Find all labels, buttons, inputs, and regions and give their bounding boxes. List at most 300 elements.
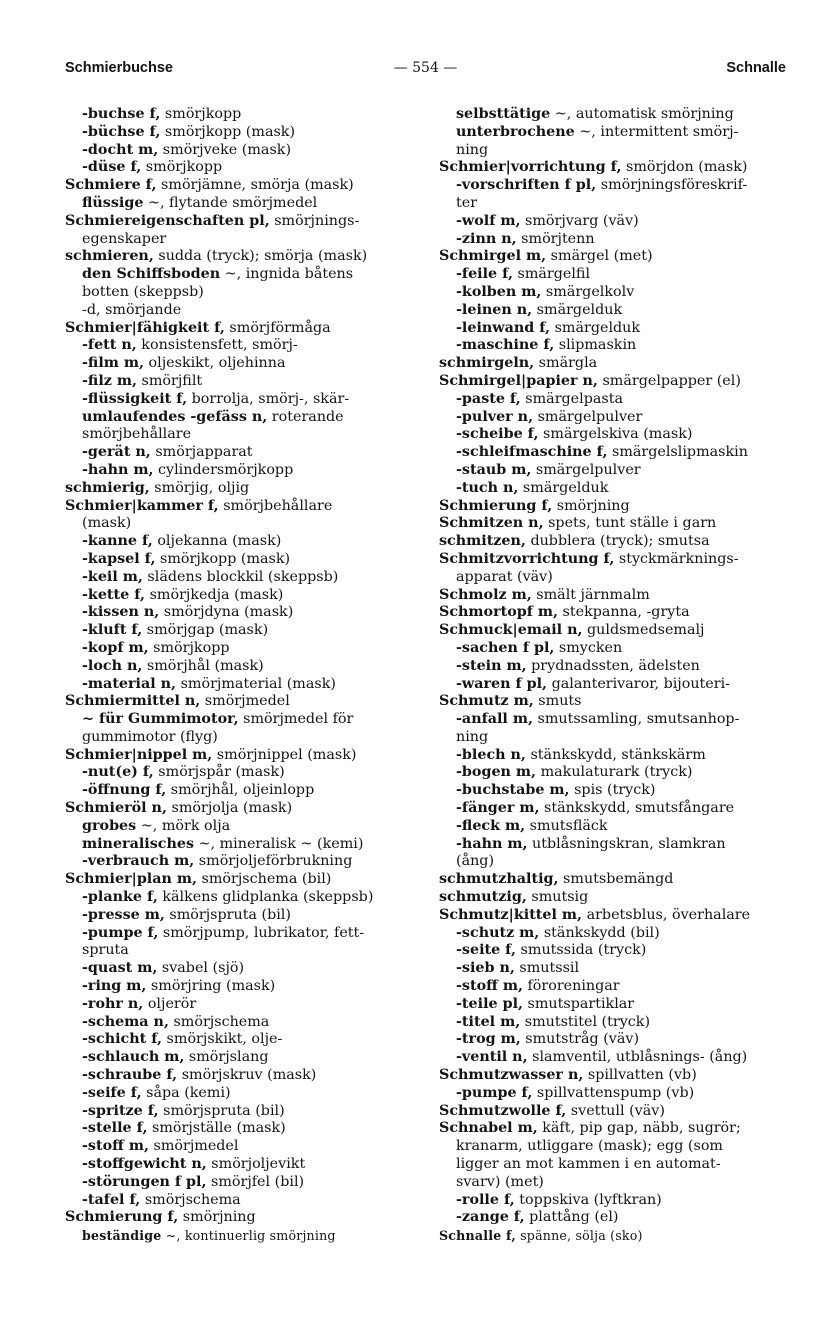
entry-translation: utblåsningskran, slamkran	[527, 835, 726, 852]
entry-line	[65, 248, 415, 266]
sub-entry-line	[65, 1227, 415, 1245]
entry-line	[439, 1103, 789, 1121]
entry-translation: slädens blockkil (skeppsb)	[142, 568, 339, 585]
entry-headword: flüssige	[82, 194, 144, 211]
sub-entry-line	[439, 836, 789, 854]
entry-line	[65, 213, 415, 231]
entry-headword: -anfall m,	[456, 711, 533, 728]
entry-translation: stekpanna, -gryta	[558, 604, 690, 621]
entry-translation: smärgelskiva (mask)	[538, 426, 693, 443]
entry-translation: spruta	[82, 942, 129, 959]
sub-entry-line	[439, 195, 789, 213]
entry-translation: smärgel (met)	[546, 248, 653, 265]
entry-headword: -seite f,	[456, 942, 517, 959]
entry-headword: -docht m,	[82, 141, 159, 158]
sub-entry-line	[65, 391, 415, 409]
sub-entry-line	[65, 284, 415, 302]
entry-headword: Schmierung f,	[439, 497, 553, 514]
entry-headword: -staub m,	[456, 461, 532, 478]
entry-headword: -rolle f,	[456, 1191, 515, 1208]
entry-translation: smörjdyna (mask)	[159, 604, 294, 621]
sub-entry-line	[439, 676, 789, 694]
entry-headword: Schnabel m,	[439, 1120, 538, 1137]
entry-translation: ~, kontinuerlig smörjning	[161, 1228, 336, 1244]
sub-entry-line	[439, 142, 789, 160]
entry-line	[439, 533, 789, 551]
entry-headword: -scheibe f,	[456, 426, 539, 443]
sub-entry-line	[65, 302, 415, 320]
entry-translation: oljerör	[143, 995, 197, 1012]
entry-translation: cylindersmörjkopp	[153, 461, 294, 478]
entry-headword: -film m,	[82, 355, 144, 372]
entry-translation: oljekanna (mask)	[152, 533, 282, 550]
entry-headword: schmirgeln,	[439, 355, 535, 372]
entry-headword: -buchse f,	[82, 106, 161, 122]
entry-line	[65, 871, 415, 889]
entry-headword: ~ für Gummimotor,	[82, 711, 239, 728]
entry-headword: Schmolz m,	[439, 586, 532, 603]
entry-translation: makulaturark (tryck)	[536, 764, 693, 781]
sub-entry-line	[65, 551, 415, 569]
entry-line	[65, 747, 415, 765]
sub-entry-line	[439, 1138, 789, 1156]
entry-headword: unterbrochene	[456, 123, 575, 140]
entry-translation: ter	[456, 194, 478, 211]
sub-entry-line	[65, 942, 415, 960]
entry-translation: svettull (väv)	[566, 1102, 665, 1119]
entry-headword: -titel m,	[456, 1013, 521, 1030]
entry-translation: smutssamling, smutsanhop-	[532, 711, 740, 728]
entry-headword: -feile f,	[456, 266, 513, 283]
entry-line	[439, 622, 789, 640]
sub-entry-line	[439, 106, 789, 124]
sub-entry-line	[65, 1067, 415, 1085]
entry-translation: smycken	[554, 639, 623, 656]
entry-headword: -schicht f,	[82, 1031, 163, 1048]
entry-translation: ~, flytande smörjmedel	[143, 194, 318, 211]
sub-entry-line	[65, 409, 415, 427]
entry-translation: smörjmaterial (mask)	[176, 675, 336, 692]
entry-line	[439, 515, 789, 533]
entry-translation: smörjschema (bil)	[196, 871, 332, 888]
entry-line	[439, 889, 789, 907]
entry-translation: smörjhål (mask)	[142, 657, 264, 674]
entry-headword: Schmirgel|papier n,	[439, 372, 598, 389]
entry-translation: ~, intermittent smörj-	[574, 123, 739, 140]
entry-headword: -waren f pl,	[456, 675, 548, 692]
sub-entry-line	[439, 942, 789, 960]
entry-translation: borrolja, smörj-, skär-	[187, 390, 350, 407]
entry-line	[65, 320, 415, 338]
entry-line	[65, 1209, 415, 1227]
header-last-entry: Schnalle	[726, 60, 786, 76]
entry-headword: -material n,	[82, 675, 177, 692]
entry-translation: ning	[456, 141, 489, 158]
sub-entry-line	[65, 426, 415, 444]
sub-entry-line	[439, 853, 789, 871]
entry-headword: -keil m,	[82, 568, 143, 585]
entry-headword: Schmier|vorrichtung f,	[439, 159, 622, 176]
sub-entry-line	[65, 711, 415, 729]
entry-headword: Schmieröl n,	[65, 800, 167, 817]
entry-headword: -seife f,	[82, 1084, 142, 1101]
sub-entry-line	[439, 124, 789, 142]
sub-entry-line	[65, 444, 415, 462]
entry-translation: smörjkopp	[160, 106, 242, 122]
entry-translation: guldsmedsemalj	[582, 622, 705, 639]
sub-entry-line	[65, 533, 415, 551]
entry-headword: -flüssigkeit f,	[82, 390, 188, 407]
sub-entry-line	[439, 782, 789, 800]
sub-entry-line	[439, 480, 789, 498]
entry-translation: smutsbemängd	[558, 871, 674, 888]
entry-translation: smörjning	[178, 1209, 256, 1226]
sub-entry-line	[439, 177, 789, 195]
entry-translation: smärgla	[534, 355, 598, 372]
entry-line	[439, 907, 789, 925]
entry-headword: schmieren,	[65, 248, 154, 265]
entry-translation: smörjschema	[140, 1191, 241, 1208]
entry-headword: Schmutz m,	[439, 693, 534, 710]
entry-translation: botten (skeppsb)	[82, 283, 204, 300]
entry-headword: -nut(e) f,	[82, 764, 154, 781]
entry-headword: schmitzen,	[439, 533, 526, 550]
entry-translation: svabel (sjö)	[157, 960, 245, 977]
entry-line	[65, 800, 415, 818]
sub-entry-line	[65, 729, 415, 747]
entry-headword: -quast m,	[82, 960, 158, 977]
entry-headword: -pumpe f,	[82, 924, 159, 941]
sub-entry-line	[439, 1192, 789, 1210]
sub-entry-line	[65, 266, 415, 284]
entry-translation: smörjslang	[184, 1049, 269, 1066]
entry-translation: smörjkopp	[148, 639, 230, 656]
entry-headword: den Schiffsboden	[82, 266, 221, 283]
sub-entry-line	[65, 1120, 415, 1138]
sub-entry-line	[65, 195, 415, 213]
sub-entry-line	[439, 996, 789, 1014]
entry-translation: smutsig	[526, 889, 589, 906]
entry-translation: smörjgap (mask)	[142, 622, 269, 639]
entry-headword: Schmutzwasser n,	[439, 1067, 584, 1084]
sub-entry-line	[65, 515, 415, 533]
entry-translation: smärgelpasta	[520, 390, 623, 407]
entry-translation: smörjkedja (mask)	[145, 586, 284, 603]
entry-translation: smörjning	[552, 497, 630, 514]
entry-headword: -spritze f,	[82, 1102, 159, 1119]
entry-translation: smärgelpulver	[533, 408, 643, 425]
sub-entry-line	[65, 604, 415, 622]
sub-entry-line	[439, 302, 789, 320]
entry-headword: Schmirgel m,	[439, 248, 547, 265]
entry-headword: Schmitzvorrichtung f,	[439, 550, 615, 567]
entry-translation: (ång)	[456, 853, 495, 870]
entry-headword: Schmortopf m,	[439, 604, 558, 621]
entry-translation: sudda (tryck); smörja (mask)	[153, 248, 368, 265]
entry-headword: -fänger m,	[456, 800, 540, 817]
entry-translation: stänkskydd, stänkskärm	[525, 746, 706, 763]
entry-translation: föroreningar	[522, 978, 620, 995]
entry-translation: smörjolja (mask)	[166, 800, 293, 817]
entry-line	[439, 604, 789, 622]
entry-headword: Schmiereigenschaften pl,	[65, 212, 270, 229]
entry-headword: -ring m,	[82, 978, 147, 995]
entry-headword: schmierig,	[65, 479, 150, 496]
entry-line	[439, 587, 789, 605]
entry-translation: ~, ingnida båtens	[220, 266, 354, 283]
entry-translation: smörjspruta (bil)	[158, 1102, 285, 1119]
entry-translation: smutstråg (väv)	[520, 1031, 640, 1048]
sub-entry-line	[439, 1156, 789, 1174]
entry-translation: smärgelfil	[512, 266, 591, 283]
entry-headword: -störungen f pl,	[82, 1173, 207, 1190]
entry-headword: Schmuck|email n,	[439, 622, 583, 639]
sub-entry-line	[65, 996, 415, 1014]
entry-line	[439, 373, 789, 391]
entry-translation: smärgelslipmaskin	[607, 444, 748, 461]
entry-line	[439, 248, 789, 266]
sub-entry-line	[65, 925, 415, 943]
entry-headword: -gerät n,	[82, 444, 151, 461]
entry-translation: smuts	[533, 693, 582, 710]
sub-entry-line	[439, 213, 789, 231]
entry-line	[439, 159, 789, 177]
entry-headword: -blech n,	[456, 746, 526, 763]
entry-line	[439, 1120, 789, 1138]
page-number: — 554 —	[393, 60, 458, 76]
sub-entry-line	[65, 764, 415, 782]
sub-entry-line	[65, 640, 415, 658]
entry-translation: käft, pip gap, näbb, sugrör;	[537, 1120, 741, 1137]
sub-entry-line	[65, 569, 415, 587]
sub-entry-line	[65, 907, 415, 925]
entry-headword: -stoff m,	[456, 978, 523, 995]
entry-translation: stänkskydd, smutsfångare	[539, 800, 735, 817]
entry-translation: smörjring (mask)	[146, 978, 276, 995]
entry-translation: ning	[456, 728, 489, 745]
entry-translation: smärgelkolv	[541, 283, 635, 300]
entry-headword: -sachen f pl,	[456, 639, 555, 656]
sub-entry-line	[439, 462, 789, 480]
entry-headword: -wolf m,	[456, 212, 521, 229]
sub-entry-line	[65, 142, 415, 160]
entry-translation: smörjförmåga	[224, 319, 331, 336]
entry-headword: -schleifmaschine f,	[456, 444, 608, 461]
entry-line	[439, 551, 789, 569]
entry-headword: -paste f,	[456, 390, 521, 407]
entry-headword: schmutzhaltig,	[439, 871, 559, 888]
sub-entry-line	[439, 925, 789, 943]
entry-translation: smörjställe (mask)	[147, 1120, 286, 1137]
entry-translation: smörjoljevikt	[206, 1156, 306, 1173]
entry-headword: -schema n,	[82, 1013, 169, 1030]
sub-entry-line	[65, 231, 415, 249]
entry-translation: smörjveke (mask)	[158, 141, 292, 158]
entry-translation: smörjbehållare	[82, 426, 192, 443]
entry-translation: smält järnmalm	[531, 586, 650, 603]
sub-entry-line	[65, 1138, 415, 1156]
sub-entry-line	[439, 284, 789, 302]
entry-translation: slamventil, utblåsnings- (ång)	[527, 1049, 748, 1066]
entry-headword: -rohr n,	[82, 995, 144, 1012]
sub-entry-line	[439, 1031, 789, 1049]
entry-translation: smutstitel (tryck)	[520, 1013, 651, 1030]
entry-headword: -hahn m,	[82, 461, 154, 478]
entry-headword: Schmiere f,	[65, 177, 157, 194]
entry-headword: -vorschriften f pl,	[456, 177, 597, 194]
sub-entry-line	[439, 1174, 789, 1192]
entry-translation: ~, automatisk smörjning	[550, 106, 734, 122]
sub-entry-line	[65, 1156, 415, 1174]
entry-headword: -stoffgewicht n,	[82, 1156, 207, 1173]
entry-line	[439, 871, 789, 889]
entry-headword: -kissen n,	[82, 604, 160, 621]
sub-entry-line	[65, 337, 415, 355]
sub-entry-line	[439, 960, 789, 978]
sub-entry-line	[65, 355, 415, 373]
entry-headword: -loch n,	[82, 657, 143, 674]
entry-line	[439, 693, 789, 711]
entry-translation: smörjbehållare	[218, 497, 333, 514]
sub-entry-line	[439, 391, 789, 409]
entry-headword: -presse m,	[82, 906, 165, 923]
entry-headword: Schmier|fähigkeit f,	[65, 319, 225, 336]
entry-headword: -trog m,	[456, 1031, 521, 1048]
entry-translation: spänne, sölja (sko)	[515, 1228, 643, 1244]
entry-translation: arbetsblus, överhalare	[582, 906, 751, 923]
entry-line	[65, 177, 415, 195]
entry-translation: toppskiva (lyftkran)	[514, 1191, 662, 1208]
entry-translation: smörjspruta (bil)	[164, 906, 291, 923]
sub-entry-line	[65, 124, 415, 142]
entry-line	[65, 693, 415, 711]
sub-entry-line	[439, 711, 789, 729]
entry-translation: smörjvarg (väv)	[520, 212, 639, 229]
entry-headword: -schlauch m,	[82, 1049, 185, 1066]
entry-headword: schmutzig,	[439, 889, 527, 906]
entry-headword: -teile pl,	[456, 995, 523, 1012]
sub-entry-line	[439, 320, 789, 338]
entry-translation: smörjningsföreskrif-	[596, 177, 748, 194]
header-first-entry: Schmierbuchse	[65, 60, 173, 76]
sub-entry-line	[439, 978, 789, 996]
entry-translation: smörjspår (mask)	[153, 764, 285, 781]
entry-headword: Schmier|plan m,	[65, 871, 197, 888]
entry-headword: -verbrauch m,	[82, 853, 195, 870]
entry-headword: grobes	[82, 817, 137, 834]
entry-translation: smörjoljeförbrukning	[194, 853, 353, 870]
entry-translation: slipmaskin	[554, 337, 637, 354]
sub-entry-line	[65, 1031, 415, 1049]
entry-translation: gummimotor (flyg)	[82, 728, 218, 745]
entry-headword: -kapsel f,	[82, 550, 156, 567]
entry-translation: plattång (el)	[524, 1209, 619, 1226]
sub-entry-line	[439, 426, 789, 444]
sub-entry-line	[65, 1192, 415, 1210]
sub-entry-line	[439, 818, 789, 836]
entry-headword: Schmitzen n,	[439, 515, 544, 532]
sub-entry-line	[439, 800, 789, 818]
entry-headword: -kopf m,	[82, 639, 149, 656]
entry-headword: Schmutzwolle f,	[439, 1102, 567, 1119]
entry-headword: Schmier|kammer f,	[65, 497, 219, 514]
entry-translation: smörjmedel	[148, 1138, 239, 1155]
entry-translation: spis (tryck)	[569, 782, 656, 799]
entry-headword: -bogen m,	[456, 764, 537, 781]
entry-headword: -zange f,	[456, 1209, 525, 1226]
entry-headword: selbsttätige	[456, 106, 551, 122]
entry-headword: -stein m,	[456, 657, 527, 674]
entry-translation: egenskaper	[82, 230, 167, 247]
sub-entry-line	[439, 266, 789, 284]
entry-translation: svarv) (met)	[456, 1173, 544, 1190]
sub-entry-line	[439, 569, 789, 587]
sub-entry-line	[439, 231, 789, 249]
entry-headword: -leinwand f,	[456, 319, 551, 336]
entry-headword: -düse f,	[82, 159, 142, 176]
sub-entry-line	[439, 764, 789, 782]
entry-headword: -leinen n,	[456, 301, 533, 318]
sub-entry-line	[65, 818, 415, 836]
sub-entry-line	[65, 159, 415, 177]
sub-entry-line	[439, 1085, 789, 1103]
entry-headword: Schmutz|kittel m,	[439, 906, 583, 923]
entry-translation: (mask)	[82, 515, 132, 532]
entry-translation: smörjskruv (mask)	[177, 1067, 317, 1084]
entry-translation: smärgelpapper (el)	[597, 372, 741, 389]
entry-translation: ~, mineralisk ~ (kemi)	[194, 835, 364, 852]
entry-translation: smörjtenn	[516, 230, 595, 247]
entry-headword: -kolben m,	[456, 283, 542, 300]
entry-translation: smörjmedel för	[238, 711, 354, 728]
entry-translation: smörjig, oljig	[149, 479, 250, 496]
entry-translation: kranarm, utliggare (mask); egg (som	[456, 1138, 723, 1155]
entry-translation: smörjnings-	[269, 212, 360, 229]
sub-entry-line	[65, 462, 415, 480]
sub-entry-line	[65, 587, 415, 605]
entry-translation: apparat (väv)	[456, 568, 553, 585]
sub-entry-line	[439, 640, 789, 658]
entry-headword: beständige	[82, 1228, 162, 1244]
entry-translation: smörjskikt, olje-	[162, 1031, 283, 1048]
sub-entry-line	[439, 337, 789, 355]
entry-line	[439, 1227, 789, 1245]
sub-entry-line	[65, 1174, 415, 1192]
entry-headword: Schmiermittel n,	[65, 693, 201, 710]
entry-translation: spillvattenspump (vb)	[532, 1084, 695, 1101]
entry-headword: Schmierung f,	[65, 1209, 179, 1226]
entry-headword: -schraube f,	[82, 1067, 178, 1084]
entry-headword: -kette f,	[82, 586, 146, 603]
sub-entry-line	[65, 836, 415, 854]
sub-entry-line	[439, 444, 789, 462]
sub-entry-line	[65, 373, 415, 391]
entry-headword: -kanne f,	[82, 533, 153, 550]
entry-translation: konsistensfett, smörj-	[136, 337, 298, 354]
sub-entry-line	[65, 106, 415, 124]
entry-line	[65, 480, 415, 498]
sub-entry-line	[439, 1209, 789, 1227]
entry-headword: -pumpe f,	[456, 1084, 533, 1101]
sub-entry-line	[65, 1103, 415, 1121]
entry-headword: -filz m,	[82, 372, 137, 389]
entry-headword: -zinn n,	[456, 230, 517, 247]
entry-headword: -sieb n,	[456, 960, 515, 977]
entry-translation: smörjkopp (mask)	[155, 550, 291, 567]
sub-entry-line	[65, 1049, 415, 1067]
left-column	[65, 106, 415, 1245]
entry-translation: roterande	[267, 408, 344, 425]
